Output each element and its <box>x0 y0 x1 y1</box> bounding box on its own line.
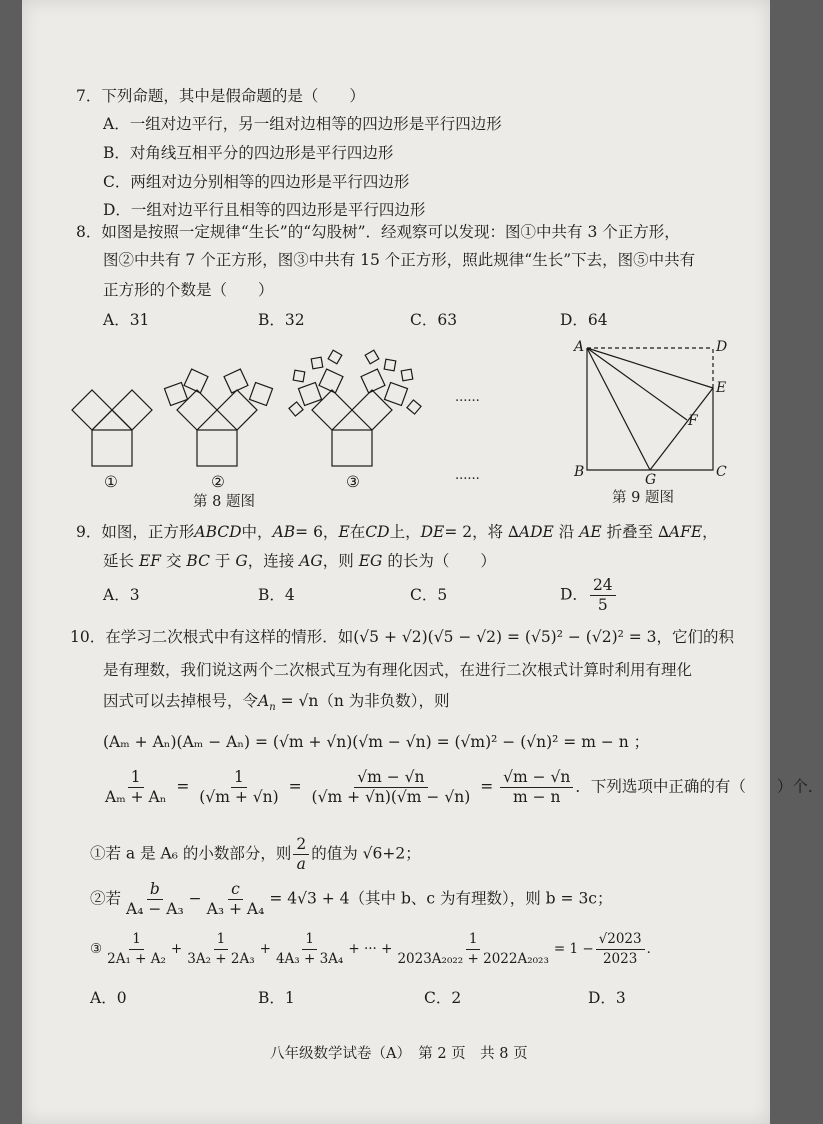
q10-text: ①若 a 是 A₆ 的小数部分，则 <box>90 844 292 863</box>
frac-den: 3A₂ + 2A₃ <box>187 951 255 967</box>
frac-den: A₃ + A₄ <box>206 900 265 918</box>
q8-line-3: 正方形的个数是（ ） <box>103 281 274 299</box>
q10-identity-2: $\frac{1}{\text{Aₘ + Aₙ}}$ = $\frac{1}{(√m + √n)}$ = $\frac{√m - √n}{(√m + √n)(√m - √n)}$ = $\frac{√m - √n}{m - n}$ ．下列选项中正确的有（ ）个． <box>100 768 823 807</box>
q8-option-c: C．63 <box>410 311 458 329</box>
q9-text: 的长为（ ） <box>387 552 496 570</box>
figure-9-caption: 第 9 题图 <box>612 490 674 506</box>
frac-num: √2023 <box>596 930 645 950</box>
frac-den: 4A₃ + 3A₄ <box>275 951 344 967</box>
q8-line-2: 图②中共有 7 个正方形，图③中共有 15 个正方形，照此规律“生长”下去，图⑤中共有 <box>103 251 696 269</box>
q9-text: ， <box>702 523 718 541</box>
q9-abcd: ABCD <box>194 523 242 541</box>
q10-line-3 <box>103 691 450 718</box>
fraction <box>309 768 474 807</box>
q10-text: 因式可以去掉根号，令 <box>103 692 259 710</box>
frac-num: 1 <box>231 768 247 788</box>
q10-identity-1: (Aₘ + Aₙ)(Aₘ − Aₙ) = (√m + √n)(√m − √n) = (√m)² − (√n)² = m − n ； <box>103 733 650 751</box>
fraction <box>293 835 309 874</box>
q7-option-d: D．一组对边平行且相等的四边形是平行四边形 <box>103 201 426 219</box>
q9-option-d <box>560 576 618 615</box>
q7-option-c: C．两组对边分别相等的四边形是平行四边形 <box>103 173 410 191</box>
fraction <box>500 768 573 807</box>
q7-option-a: A．一组对边平行，另一组对边相等的四边形是平行四边形 <box>103 115 502 133</box>
q9-text: 于 <box>214 552 231 570</box>
frac-den: 5 <box>597 596 608 614</box>
q10-text: 10．在学习二次根式中有这样的情形．如 <box>70 628 354 646</box>
q9-text: = 2，将 ∆ <box>444 523 519 541</box>
q10-question: ．下列选项中正确的有（ ）个． <box>575 777 823 796</box>
q9-bc: BC <box>186 552 210 570</box>
q10-text: = 1 − <box>553 941 594 957</box>
frac-den: 2A₁ + A₂ <box>107 951 166 967</box>
q9-text: ，则 <box>322 552 354 570</box>
frac-den: Aₘ + Aₙ <box>105 788 167 806</box>
tree-3-label: ③ <box>346 473 360 491</box>
q10-text: = 4√3 + 4（其中 b、c 为有理数），则 b = 3c； <box>269 889 613 908</box>
q8-option-a: A．31 <box>103 311 150 329</box>
q9-text: 9．如图，正方形 <box>76 523 195 541</box>
page-footer: 八年级数学试卷（A） 第 2 页 共 8 页 <box>270 1046 528 1062</box>
frac-den: A₄ − A₃ <box>126 900 184 918</box>
point-b-label: B <box>574 464 585 480</box>
q9-line-2 <box>103 551 496 571</box>
q8-line-1: 8．如图是按照一定规律“生长”的“勾股树”．经观察可以发现：图①中共有 3 个正方形， <box>76 223 680 241</box>
frac-den: (√m + √n) <box>199 788 279 806</box>
q10-text: ，它们的积 <box>656 628 735 646</box>
q10-example-eq: (√5 + √2)(√5 − √2) = (√5)² − (√2)² = 3 <box>353 628 657 646</box>
q10-text: = √n（n 为非负数），则 <box>280 692 450 710</box>
q9-eg: EG <box>358 552 383 570</box>
frac-num: 2 <box>293 835 309 855</box>
fraction <box>394 930 551 969</box>
q9-ef: EF <box>138 552 162 570</box>
frac-den: (√m + √n)(√m − √n) <box>311 788 471 806</box>
q9-afe: AFE <box>668 523 703 541</box>
fraction <box>204 880 268 919</box>
q8-option-d: D．64 <box>560 311 608 329</box>
q10-option-b: B．1 <box>258 989 295 1007</box>
q9-text: 延长 <box>103 552 135 570</box>
q9-text: 上， <box>389 523 421 541</box>
figure-8-caption: 第 8 题图 <box>193 494 255 510</box>
frac-num: √m − √n <box>354 768 427 788</box>
q10-text: − <box>188 889 202 908</box>
q10-dots: + ··· + <box>348 941 393 957</box>
point-c-label: C <box>716 464 727 480</box>
q9-ade: ADE <box>518 523 554 541</box>
tree-2-label: ② <box>211 473 225 491</box>
q7-stem: 7．下列命题，其中是假命题的是（ ） <box>76 87 365 105</box>
q10-line-2: 是有理数，我们说这两个二次根式互为有理化因式，在进行二次根式计算时利用有理化 <box>103 661 693 679</box>
q9-option-a: A．3 <box>103 586 140 604</box>
q10-statement-1 <box>90 835 421 874</box>
q9-ae: AE <box>579 523 602 541</box>
q10-text: ③ <box>90 941 103 957</box>
q9-option-d-fraction <box>590 576 616 615</box>
q10-a: A <box>258 692 270 710</box>
frac-num: b <box>147 880 163 900</box>
q9-text: 中， <box>241 523 273 541</box>
q9-cd: CD <box>365 523 390 541</box>
point-g-label: G <box>645 472 657 488</box>
q9-line-1 <box>76 522 718 542</box>
q10-text: ②若 <box>90 889 122 908</box>
frac-num: 1 <box>128 768 144 788</box>
frac-num: c <box>228 880 243 900</box>
point-d-label: D <box>716 339 728 355</box>
fraction <box>596 930 645 969</box>
frac-den: 2023A₂₀₂₂ + 2022A₂₀₂₃ <box>397 951 549 967</box>
q9-g: G <box>235 552 248 570</box>
fraction <box>102 768 169 807</box>
q9-text: 沿 <box>558 523 575 541</box>
q9-option-d-label: D． <box>560 585 588 604</box>
fraction <box>273 930 346 969</box>
frac-den: a <box>296 855 306 873</box>
q9-ab: AB <box>272 523 296 541</box>
q10-option-c: C．2 <box>424 989 462 1007</box>
q10-statement-3: ③ $\frac{1}{\text{2A₁ + A₂}}$ + $\frac{1}{\text{3A₂ + 2A₃}}$ + $\frac{1}{\text{4A₃ + 3A₄}}$ + ··· + $\frac{1}{\text{2023A₂₀₂₂ + 2022A₂₀₂₃}}$ = 1 − $\frac{√2023}{2023}$ ． <box>90 931 661 967</box>
q10-line-1 <box>70 627 734 647</box>
point-e-label: E <box>716 380 727 396</box>
fraction <box>123 880 187 919</box>
q9-ag: AG <box>299 552 323 570</box>
q10-text: 的值为 √6+2； <box>311 844 421 863</box>
q9-e: E <box>338 523 350 541</box>
tree-1-label: ① <box>104 473 118 491</box>
q9-text: 交 <box>165 552 182 570</box>
q8-option-b: B．32 <box>258 311 305 329</box>
fraction <box>104 930 169 969</box>
q10-option-d: D．3 <box>588 989 626 1007</box>
frac-num: 1 <box>302 930 317 950</box>
q10-statement-2 <box>90 880 613 919</box>
frac-num: √m − √n <box>500 768 573 788</box>
fraction <box>184 930 257 969</box>
q7-option-b: B．对角线互相平分的四边形是平行四边形 <box>103 144 394 162</box>
frac-num: 24 <box>590 576 616 596</box>
q9-text: 折叠至 ∆ <box>606 523 669 541</box>
q9-de: DE <box>420 523 445 541</box>
frac-num: 1 <box>466 930 481 950</box>
point-f-label: F <box>688 413 698 429</box>
q9-text: ，连接 <box>247 552 295 570</box>
frac-den: 2023 <box>602 951 638 967</box>
frac-den: m − n <box>512 788 561 806</box>
q9-text: = 6， <box>295 523 339 541</box>
q9-text: 在 <box>349 523 366 541</box>
q10-a-sub: n <box>269 702 276 714</box>
q8-dots-top: ...... <box>455 390 480 405</box>
q8-dots-bottom: ...... <box>455 468 480 483</box>
frac-num: 1 <box>129 930 144 950</box>
q10-option-a: A．0 <box>90 989 127 1007</box>
q9-option-b: B．4 <box>258 586 295 604</box>
fraction <box>196 768 281 807</box>
frac-num: 1 <box>214 930 229 950</box>
point-a-label: A <box>574 339 585 355</box>
q9-option-c: C．5 <box>410 586 448 604</box>
